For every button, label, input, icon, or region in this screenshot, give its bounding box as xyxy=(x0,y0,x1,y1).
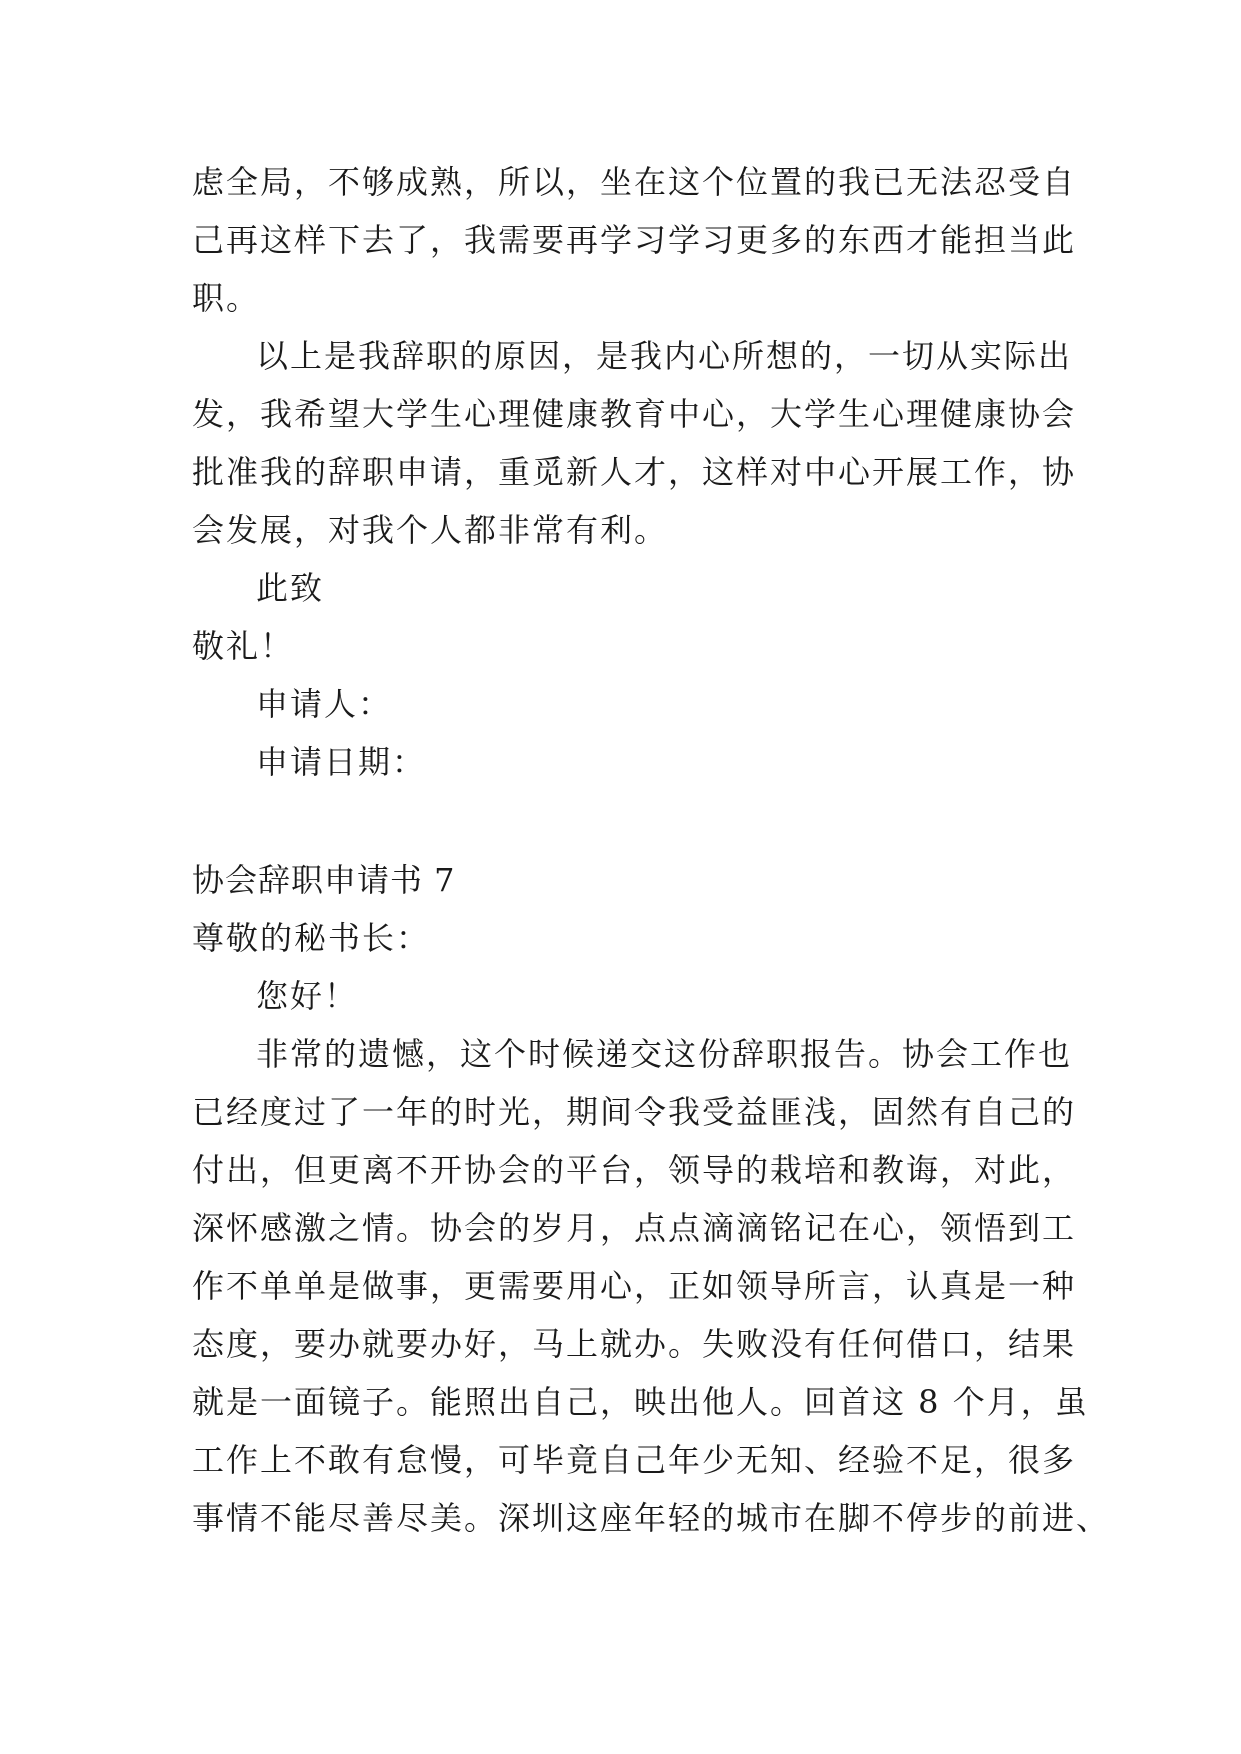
letter-greeting: 尊敬的秘书长： xyxy=(192,919,431,957)
body-line: 会发展，对我个人都非常有利。 xyxy=(192,511,669,549)
body-line: 付出，但更离不开协会的平台，领导的栽培和教诲，对此， xyxy=(192,1151,1077,1189)
body-line: 作不单单是做事，更需要用心，正如领导所言，认真是一种 xyxy=(192,1267,1077,1305)
paragraph-first-line: 以上是我辞职的原因，是我内心所想的，一切从实际出 xyxy=(256,337,1073,375)
paragraph-first-line: 非常的遗憾，这个时候递交这份辞职报告。协会工作也 xyxy=(256,1035,1073,1073)
body-line: 工作上不敢有怠慢，可毕竟自己年少无知、经验不足，很多 xyxy=(192,1441,1077,1479)
body-line: 事情不能尽善尽美。深圳这座年轻的城市在脚不停步的前进、 xyxy=(192,1499,1111,1537)
application-date-label: 申请日期： xyxy=(256,743,427,781)
body-line: 就是一面镜子。能照出自己，映出他人。回首这 8 个月，虽 xyxy=(192,1383,1089,1421)
body-line: 深怀感激之情。协会的岁月，点点滴滴铭记在心，领悟到工 xyxy=(192,1209,1077,1247)
body-line: 已经度过了一年的时光，期间令我受益匪浅，固然有自己的 xyxy=(192,1093,1077,1131)
body-line: 虑全局，不够成熟，所以，坐在这个位置的我已无法忍受自 xyxy=(192,163,1077,201)
body-line: 发，我希望大学生心理健康教育中心，大学生心理健康协会 xyxy=(192,395,1077,433)
letter-hello: 您好！ xyxy=(256,977,359,1015)
closing-regards: 敬礼！ xyxy=(192,627,295,665)
body-line: 己再这样下去了，我需要再学习学习更多的东西才能担当此 xyxy=(192,221,1077,259)
body-line: 态度，要办就要办好，马上就办。失败没有任何借口，结果 xyxy=(192,1325,1077,1363)
closing-salutation: 此致 xyxy=(256,569,325,607)
body-line: 职。 xyxy=(192,279,261,317)
body-line: 批准我的辞职申请，重觅新人才，这样对中心开展工作，协 xyxy=(192,453,1077,491)
section-heading: 协会辞职申请书 7 xyxy=(192,861,456,899)
applicant-label: 申请人： xyxy=(256,685,393,723)
